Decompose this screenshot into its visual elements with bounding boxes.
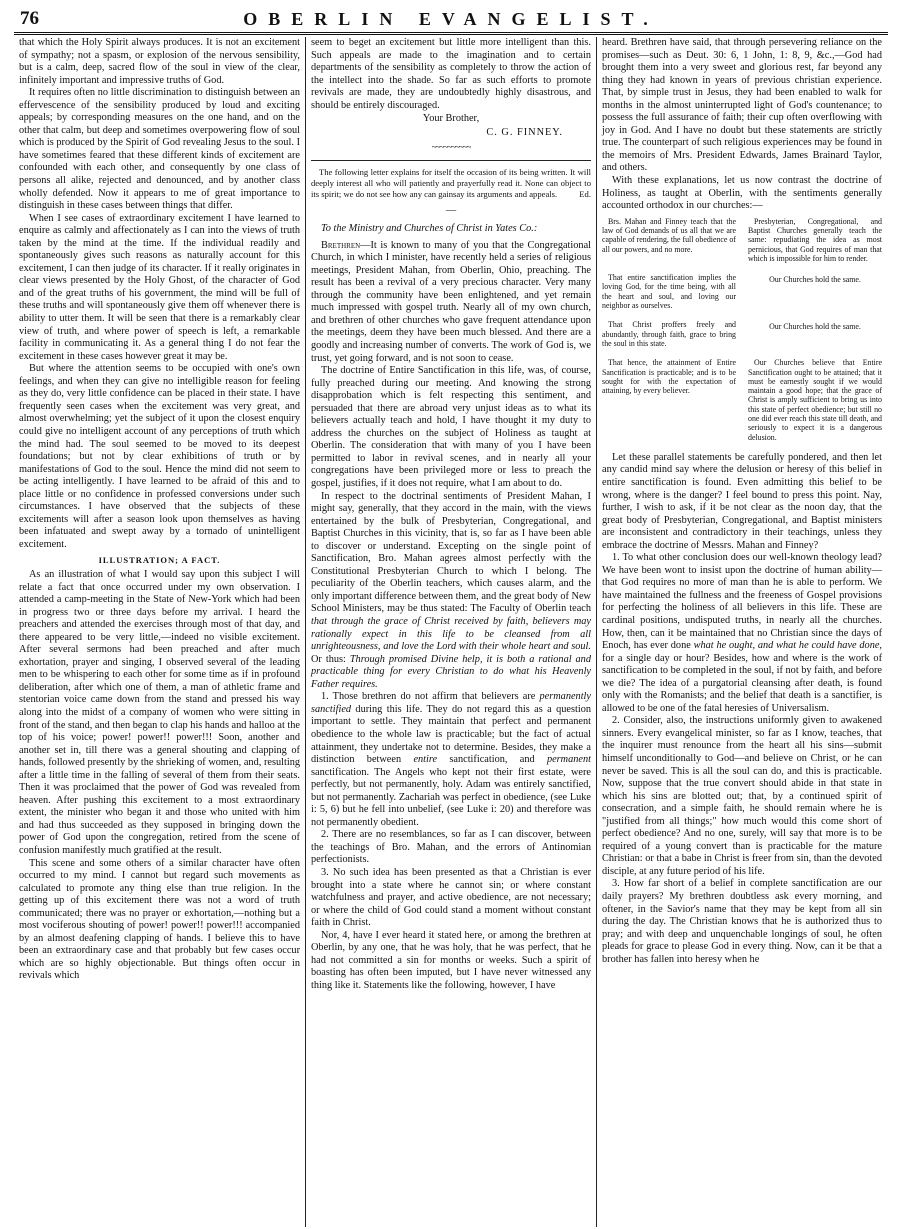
italic-run: Through promised Divine help, it is both a rational and practicable thing for every Christian to do what his Heavenly Father requires. (311, 653, 591, 690)
oberlin-statement: That Christ proffers freely and abundantly, through faith, grace to bring the soul in this state. (602, 320, 736, 348)
paragraph: It requires often no little discrimination to distinguish between an effervescence of the sensibility produced by loud and exciting appeals; by corresponding measures on the one hand, and on the other that calm, but deep and sometimes overpowering flow of soul which is produced by the Spirit of God revealing Jesus to the soul. I have sometimes feared that these different kinds of excitement are confounded with each other, and consequently by one class of persons all alike, rejected and denounced, and by another class wholly defended. Now it appears to me of great importance to distinguish in these cases between things that differ. (19, 87, 300, 212)
paragraph (311, 491, 591, 692)
oberlin-statement: That entire sanctification implies the loving God, for the time being, with all the heart and soul, and loving our neighbor as ourselves. (602, 273, 736, 311)
editor-note (311, 167, 591, 201)
italic-run: permanently sanctified (311, 691, 591, 715)
paragraph (311, 691, 591, 829)
text-run: 1. Those brethren do not affirm that believers are (321, 691, 540, 703)
paragraph-text: —It is known to many of you that the Congregational Church, in which I minister, have recently held a series of religious meetings, President Mahan, from Oberlin, Ohio, preaching. The result has been a revival of a very precious character. Very many through the community have been enlightened, and yet remain much impressed with gospel truth. Nearly all of my own church, and brethren of other churches who gave frequent attendance upon the meetings, deem they have been much blessed. And there are a goodly and increasing number of converts. The work of God is, we trust, yet going forward, and is not soon to cease. (311, 239, 591, 364)
churches-statement: Our Churches hold the same. (769, 275, 861, 285)
oberlin-statement: Brs. Mahan and Finney teach that the law of God demands of us all that we are capable of rendering, the full obedience of all our powers, and no more. (602, 216, 736, 254)
italic-run: that through the grace of Christ received by faith, believers may rationally expect in this life to be cleansed from all unrighteousness, and love the Lord with their whole heart and soul. (311, 616, 591, 653)
paragraph: seem to beget an excitement but little more intelligent than this. Such appeals are made to the imagination and to certain departments of the sensibility as completely to throw the action of the intellect into the shade. So far as such efforts to promote revivals are made, they are undoubtedly highly disastrous, and should be entirely discouraged. (311, 37, 591, 111)
paragraph: 3. How far short of a belief in complete sanctification are our daily prayers? My brethren doubtless ask every morning, and oftener, in the Savior's name that they may be kept from all sin during the day. The Christian knows that he is authorized thus to pray; and with deep and unquenchable longings of soul, he often pleads for grace to please God in every thing. Now, can it be that a brother has fallen into heresy when he (602, 878, 882, 965)
churches-statement: Our Churches hold the same. (769, 322, 861, 332)
column-3 (596, 37, 887, 1227)
oberlin-statement: That hence, the attainment of Entire Sanctification is practicable; and is to be sought for with the expectation of attaining, by every believer. (602, 358, 736, 396)
column-2 (305, 37, 596, 1227)
text-run: during this life. They do not regard this as a question important to settle. They maintain that perfect and permanent obedience to the whole law is practicable; but the fact of actual attainment, they undertake not to determine. Besides, they make a distinction between (311, 703, 591, 766)
text-run: Or thus: (311, 653, 350, 665)
divider (311, 160, 591, 161)
paragraph: Nor, 4, have I ever heard it stated here, or among the brethren at Oberlin, by any one, that he was holy, that he was perfect, that he had not committed a sin for months or weeks. Such a spirit of boasting has often been imputed, but I have never witnessed any thing like it. Statements like the following, however, I have (311, 929, 591, 991)
italic-run: entire (413, 754, 438, 766)
paragraph: 3. No such idea has been presented as that a Christian is ever brought into a state where he cannot sin; or where constant watchfulness and prayer, and active obedience, are not necessary; or where the child of God could stand a moment without constant faith in Christ. (311, 866, 591, 929)
letter-address: To the Ministry and Churches of Christ in Yates Co.: (321, 223, 538, 235)
paragraph: As an illustration of what I would say upon this subject I will relate a fact that once occurred under my own observation. I attended a camp-meeting in the State of New-York which had been in progress two or three days before my arrival. I heard the preachers and attended the exercises through most of that day, and there appeared to be very little,—indeed no visible excitement. After several sermons had been preached and after much exhortation, prayer and singing, I observed several of the leading men to be whispering to each other for some time as if in profound deliberation, after which one of them, a man of athletic frame and stentorian voice came down from the stand and pressed his way along into the midst of a company of women who were sitting in front of the stand, and then began to clap his hands and halloo at the top of his voice; power! power!! power!!! Soon, another and another set in, till there was a general shouting and clapping of hands, followed presently by the shrieking of women, and, resulting after a little time in the falling of several of them from their seats. Then it was proclaimed that the power of God was revealed from heaven. After pushing this excitement to a most extraordinary extent, the minister who began it and those who united with him and had thus succeeded as they supposed in bringing down the power of God upon the congregation, retired from the scene of confusion manifestly much gratified at the result. (19, 568, 300, 856)
parallel-row (602, 358, 882, 442)
signature: C. G. FINNEY. (486, 126, 563, 138)
paragraph: 2. There are no resemblances, so far as I can discover, between the teachings of Bro. Mahan, and the errors of Antinomian perfectionists. (311, 829, 591, 866)
paragraph: The doctrine of Entire Sanctification in this life, was, of course, fully preached during our meeting. And knowing the strong disapprobation which is felt respecting this sentiment, and persuaded that there are abroad very unjust ideas as to what its believers actually teach and hold, I have thought it my duty to address the churches on the subject of Holiness as taught at Oberlin. The consideration that with many of you I have been permitted to labor in revival scenes, and in nearly all your congregations have been privileged more or less to preach the gospel, justifies, if it does not require, what I am about to do. (311, 365, 591, 490)
parallel-statements (602, 217, 882, 442)
churches-statement: Our Churches believe that Entire Sanctification ought to be attained; that it must be earnestly sought if we would maintain a good hope; that the grace of Christ is amply sufficient to bring us into this state of perfect obedience; but still no one did ever reach this state till death, and seriously to expect it is a dangerous delusion. (748, 358, 882, 442)
section-heading: ILLUSTRATION; A FACT. (98, 555, 221, 566)
editor-mark: Ed. (579, 189, 591, 200)
paragraph: that which the Holy Spirit always produces. It is not an excitement of sympathy; not a spasm, or explosion of the nervous sensibility, but is a calm, deep, sacred flow of the soul in view of the clear, infinitely important and impressive truths of God. (19, 37, 300, 86)
parallel-row (602, 273, 882, 310)
paragraph: With these explanations, let us now contrast the doctrine of Holiness, as taught at Oberlin, with the sentiments generally accounted orthodox in our churches:— (602, 175, 882, 212)
ornamental-divider: ~~~~~~~~~~ (431, 142, 471, 153)
paragraph (311, 240, 591, 365)
paragraph (602, 552, 882, 715)
paragraph: heard. Brethren have said, that through persevering reliance on the promises—such as Deut. 30: 6, 1 John, 1: 8, 9, &c.,—God had brought them into a very sweet and glorious rest, far beyond any thing they had known in years of previous christian experience. That, by simple trust in Jesus, they had been enabled to walk for months in the almost uninterrupted light of God's countenance; to possess the full assurance of faith; their cup often overflowing with joy in God. And I have no doubt but these statements are strictly true. The counterpart of such religious experiences may be found in the memoirs of Mrs. President Edwards, James Brainard Taylor, and others. (602, 37, 882, 174)
columns (14, 37, 888, 1227)
parallel-row (602, 320, 882, 348)
salutation: Brethren (321, 239, 361, 251)
page-number: 76 (20, 8, 39, 29)
parallel-row (602, 217, 882, 263)
column-1 (14, 37, 305, 1227)
closing: Your Brother, (422, 113, 480, 125)
publication-title: OBERLIN EVANGELIST. (243, 9, 659, 29)
text-run: sanctification. The Angels who kept not their first estate, were perfectly, but not permanently, holy. Adam was entirely sanctified, but not permanently. Zachariah was perfect in obedience, (see Luke i: 5, 6) but he fell into unbelief, (see Luke i: 20) and therefore was not permanently obedient. (311, 766, 591, 828)
text-run: for a single day or hour? Besides, how and where is the work of sanctification to be completed in the soul, if not by faith, and before we die? The idea of a purgatorial cleansing after death, is found only with the Romanists; and the belief that death is a sanctifier, is allowed to be one of the fatal heresies of Universalism. (602, 652, 882, 714)
italic-run: permanent (546, 754, 591, 766)
churches-statement: Presbyterian, Congregational, and Baptist Churches generally teach the same: repudiating the idea as most pernicious, that God requires of man that which is impossible for him to render. (748, 216, 882, 263)
paragraph: Let these parallel statements be carefully pondered, and then let any candid mind say where the delusion or heresy of this belief in entire sanctification is found. Even admitting this belief to be wrong, where is the danger? I feel bound to press this point. Nay, further, I wish to ask, if it be not clear as the noon day, that the great body of Presbyterian, Congregational, and Baptist ministers are inconsistent and contradictory in their teachings, unless they embrace the doctrine of Messrs. Mahan and Finney? (602, 451, 882, 551)
text-run: sanctification, and (437, 754, 547, 766)
masthead-rule (14, 32, 888, 35)
text-run: 1. To what other conclusion does our well-known theology lead? We have been wont to insist upon the doctrine of human ability—that God requires no more of man than he is able to perform. We have maintained the fullness and the freeness of Gospel provisions for perfecting the holiness of all believers in this life. These are cardinal positions, undisputed truths, in nearly all the churches. How, then, can it be maintained that no Christian since the days of Enoch, has ever done (602, 552, 882, 652)
italic-run: what he ought, and what he could have done, (693, 640, 882, 652)
paragraph: This scene and some others of a similar character have often occurred to my mind. I cannot but regard such movements as calculated to promote any thing else than true religion. In the getting up of this excitement there was not a word of truth communicated; there was no prayer or exhortation,—nothing but a most vociferous shouting of power! power!! power!!! accompanied by an almost deafening clapping of hands. I believe this to have been an extraordinary case and that probably but few cases occur which are so highly objectionable. But things often occur in revivals which (19, 857, 300, 982)
paragraph: But where the attention seems to be occupied with one's own feelings, and when they can give no intelligible reason for feeling as they do, very little confidence can be placed in their state. I have frequently seen cases when the excitement was very great, and almost overwhelming; yet the subject of it upon the closest enquiry could give no intelligent account of any perceptions of truth which the mind had. The soul seemed to be moved to its deepest foundations; but not by clear exhibitions of truth or by manifestations of God to the soul. Hence the mind did not seem to be acting intelligently. I have learned to be afraid of this and to place little or no confidence in professed conversions under such circumstances. I have observed that the subjects of these excitements will after a season look upon themselves as having been infatuated and swept away by a tornado of unintelligent excitement. (19, 363, 300, 550)
dash-divider: — (445, 204, 457, 216)
paragraph: When I see cases of extraordinary excitement I have learned to enquire as calmly and affectionately as I can into the views of truth taken by the mind at the time. If the individual readily and spontaneously gives such reasons as naturally account for this excitement, I can then judge of its character. If it really originates in clear views presented by the Holy Ghost, of the character of God and of the great truths of his government, the mind will be full of these truths and will spontaneously give them off whenever there is ability to utter them. It will be seen that there is a remarkably clear view of truth, and where power of speech is left, a remarkable facility in communicating it. As a general thing I do not fear the excitement in these cases however great it may be. (19, 212, 300, 362)
paragraph: 2. Consider, also, the instructions uniformly given to awakened sinners. Every evangelical minister, so far as I know, teaches, that the inquirer must renounce from the heart all his sins—submit himself unconditionally to God—and believe on Christ, or he can never be saved. This is all the soul can do, and this is practicable. Now, suppose that the true convert should abide in that state in which his sins are blotted out; that, by a continued spirit of consecration, and a simple faith, he should remain where he is "justified from all things;" how much would this come short of perfect obedience? And no one, surely, will say that more is to be required of a young convert than is practicable for the mature Christian: or that a babe in Christ is freer from sin, than the devoted disciple, at any future period of his life. (602, 715, 882, 877)
text-run: In respect to the doctrinal sentiments of President Mahan, I might say, generally, that they accord in the main, with the views entertained by the bulk of Presbyterian, Congregational, and Baptist Churches in this vicinity, that is, so far as I have been able to discover or understand. Excepting on the single point of Sanctification, Bro. Mahan agrees almost perfectly with the Constitutional Presbyterian Church to which I belong. The peculiarity of the Oberlin teachers, which causes alarm, and the only important difference between them, and the great body of New School Ministers, may be thus stated: The Faculty of Oberlin teach (311, 490, 591, 615)
editor-note-text: The following letter explains for itself the occasion of its being written. It will deeply interest all who will patiently and prayerfully read it. None can object to its spirit; we do not see how any can gainsay its arguments and appeals. (311, 166, 591, 200)
masthead (14, 6, 888, 32)
